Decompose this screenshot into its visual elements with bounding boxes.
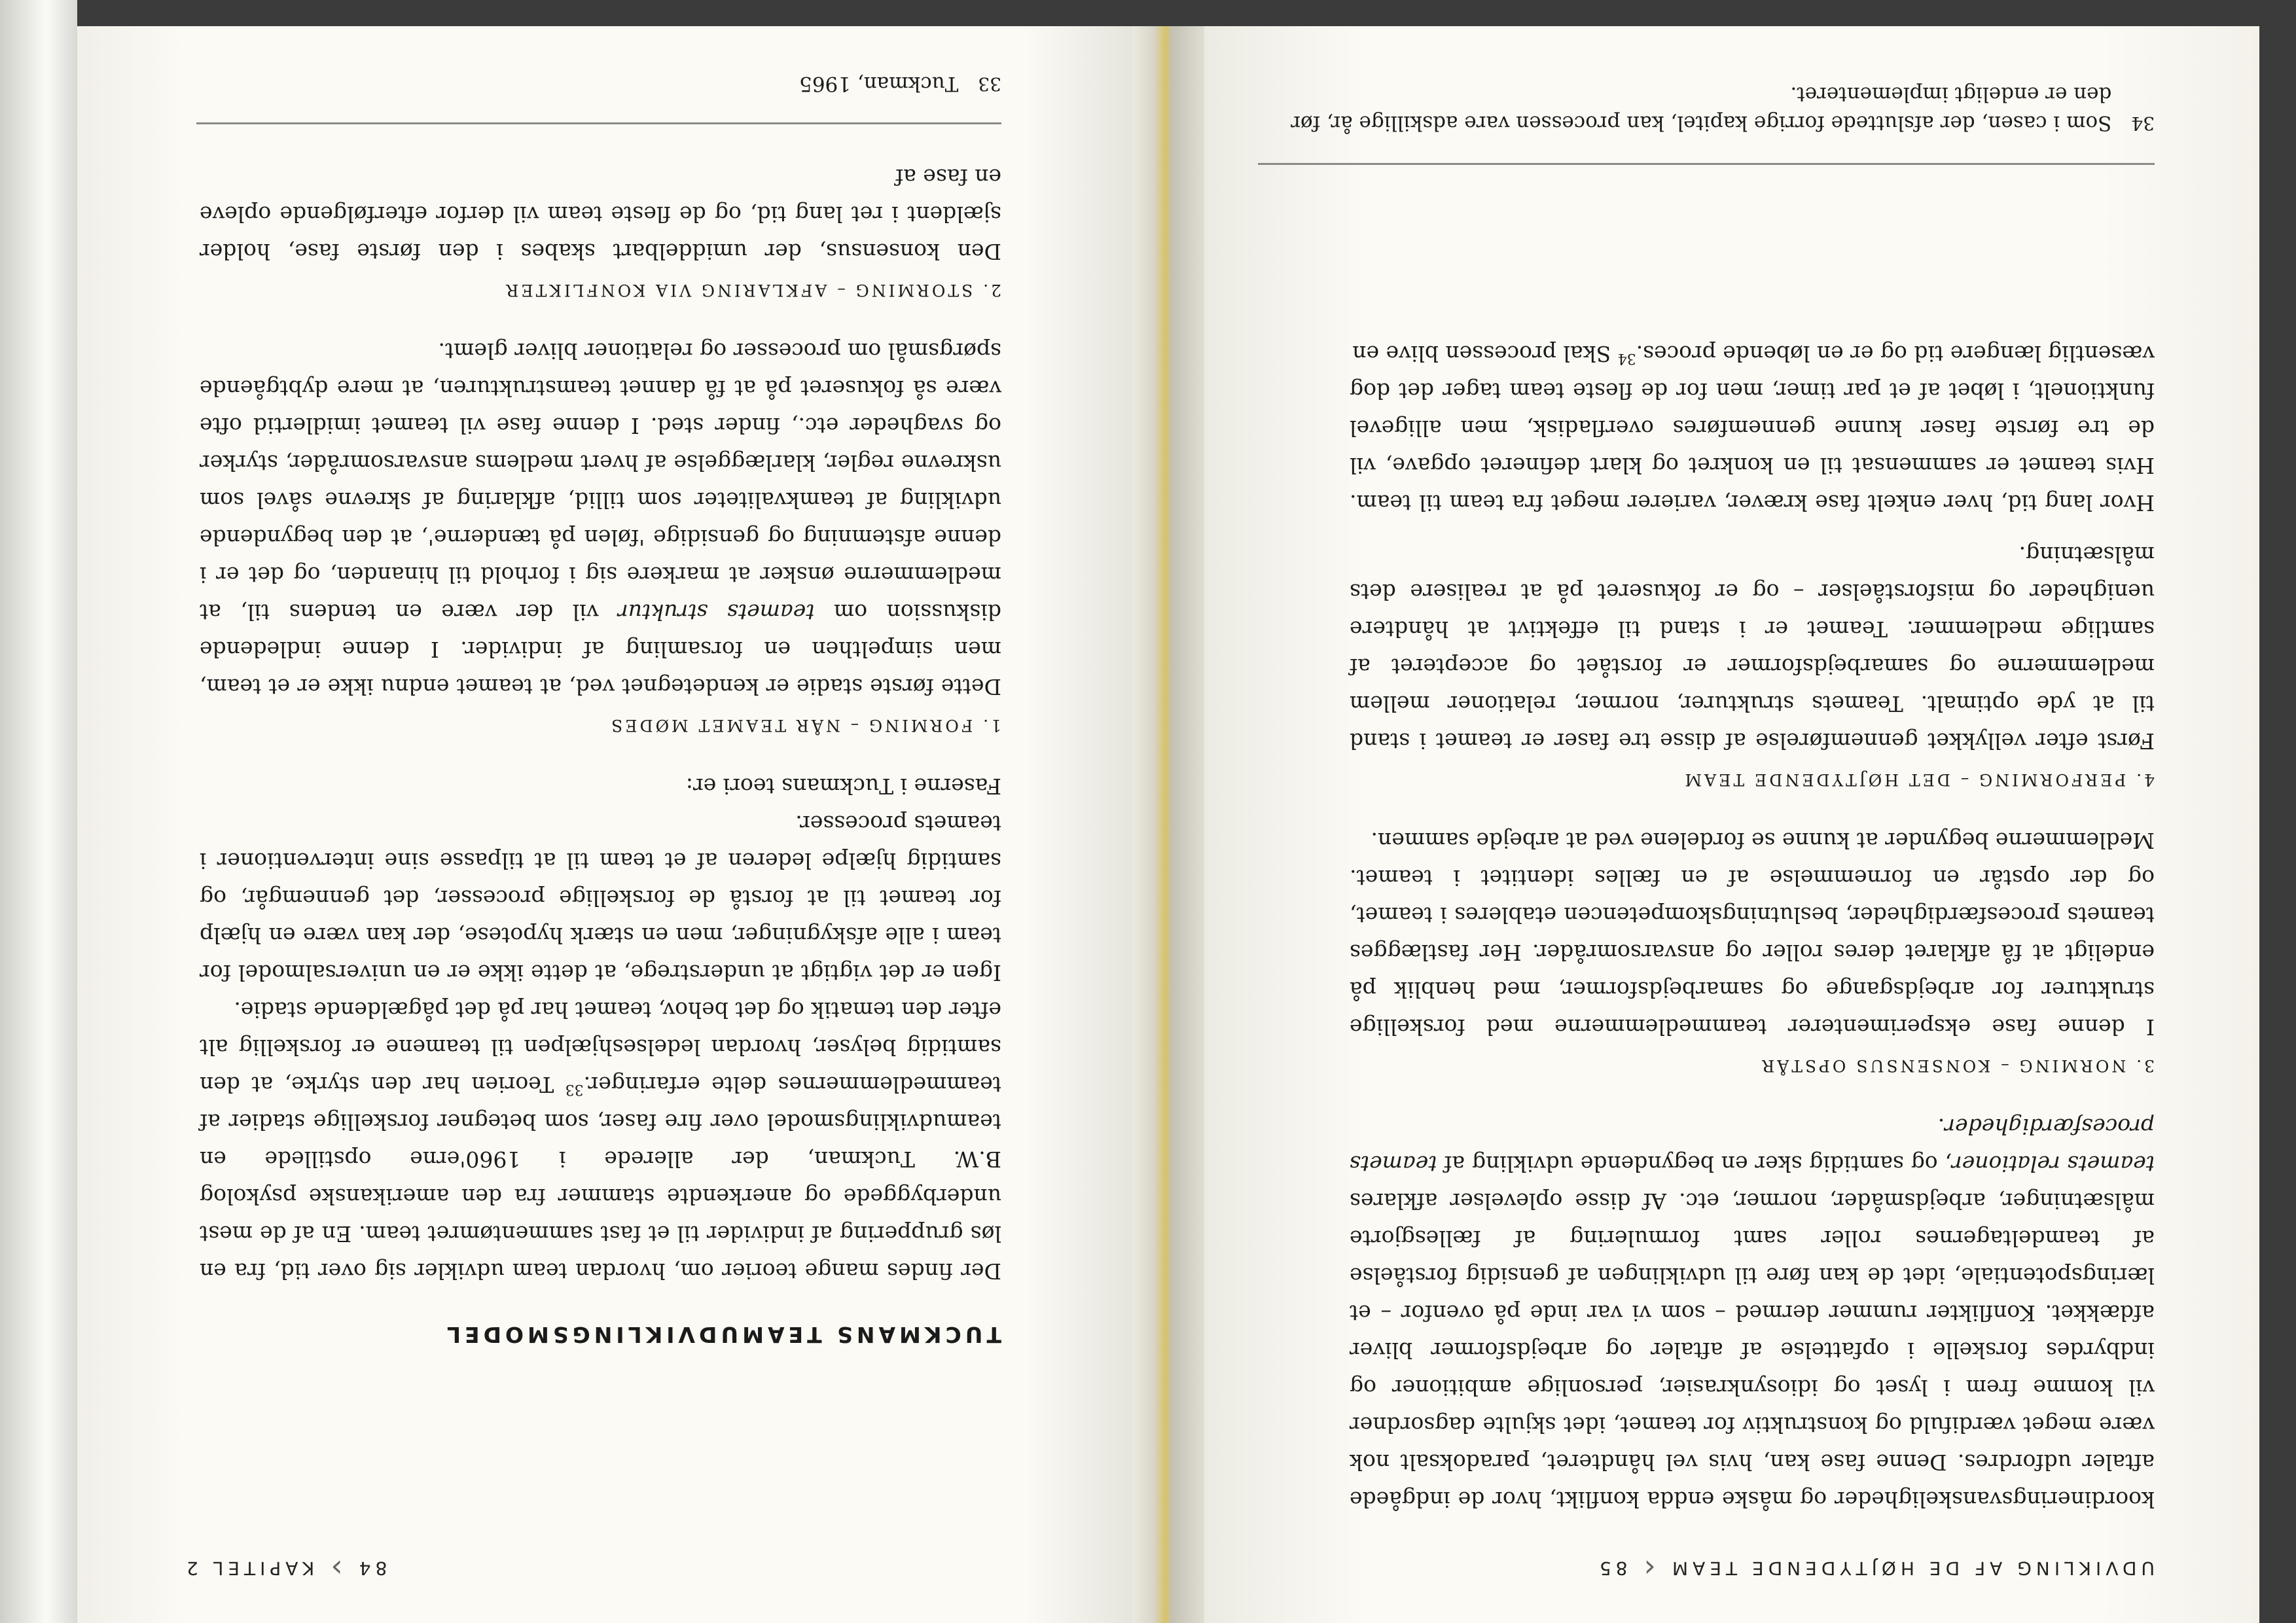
paragraph: koordineringsvanskeligheder og måske endda konflikt, hvor de indgåede aftaler udfordres. Denne fase kan, hvis vel håndteret, paradoksalt nok være meget værdifuld og konstruktiv for teamet, idet skjulte dagsordner vil komme frem i lyset og idiosynkrasier, personlige ambitioner og indbyrdes forskelle i opfattelse af aftaler og arbejdsformer bliver afdækket. Konflikter rummer dermed – som vi var inde på ovenfor – et læringspotentiale, idet de kan føre til udviklingen af gensidig forståelse af teamdeltagernes roller samt formulering af fællesgjorte målsætninger, arbejdsmåder, normer, etc. Af disse oplevelser afklares teamets relationer, og samtidig sker en begyndende udvikling af teamets procesfærdigheder.	[1349, 1114, 2155, 1512]
page-edges	[0, 0, 77, 1623]
running-head-title: UDVIKLING AF DE HØJTYDENDE TEAM	[1667, 1558, 2155, 1580]
section-heading-performing: 4. PERFORMING – DET HØJTYDENDE TEAM	[1682, 770, 2155, 789]
footnote: 34 Som i casen, der afsluttede forrige kapitel, kan processen vare adskillige år, før den er endeligt implementeret.	[1291, 82, 2155, 135]
footnotes	[196, 69, 1001, 98]
section-heading-forming: 1. FORMING – NÅR TEAMET MØDES	[609, 716, 1001, 735]
footnote: 33 Tuckman, 1965	[799, 72, 1001, 96]
running-head-right-page	[1594, 1551, 2155, 1586]
page-number: 85	[1594, 1558, 1628, 1580]
book-gutter	[1132, 26, 1204, 1623]
footnote-ref: 33	[565, 1081, 584, 1097]
chevron-right-icon: ›	[326, 1551, 343, 1586]
running-head-left-page	[182, 1551, 387, 1586]
section-heading-storming: 2. STORMING – AFKLARING VIA KONFLIKTER	[503, 281, 1001, 300]
paragraph: Den konsensus, der umiddelbart skabes i den første fase, holder sjældent i ret lang tid, og de fleste team vil derfor efterfølgende opleve en fase af	[200, 164, 1001, 264]
page-84	[77, 26, 1132, 1623]
running-head-chapter: KAPITEL 2	[182, 1558, 315, 1580]
footnote-divider	[1258, 163, 2155, 165]
footnotes	[1258, 80, 2155, 137]
footnote-divider	[196, 122, 1001, 124]
paragraph: Dette første stadie er kendetegnet ved, at teamet endnu ikke er et team, men simpelthen en forsamling af individer. I denne indledende diskussion om teamets struktur vil der være en tendens til, at medlemmerne ønsker at markere sig i forhold til hinanden, og det er i denne afstemning og gensidige 'følen på tænderne', at den begyndende udvikling af teamkvaliteter som tillid, afklaring af skrevne såvel som uskrevne regler, klarlæggelse af hvert medlems ansvarsområder, styrker og svagheder etc., finder sted. I denne fase vil teamet imidlertid ofte være så fokuseret på at få dannet teamstrukturen, at mere dybtgående spørgsmål om processer og relationer bliver glemt.	[199, 338, 1001, 700]
paragraph: I denne fase eksperimenterer teammedlemmerne med forskellige strukturer for arbejdsgange og samarbejdsformer, med henblik på endeligt at få afklaret deres roller og ansvarsområder. Her fastlægges teamets procesfærdigheder, beslutningskompetencen etableres i teamet, og der opstår en fornemmelse af en fælles identitet i teamet. Medlemmerne begynder at kunne se fordelene ved at arbejde sammen.	[1350, 828, 2155, 1040]
body-text	[200, 158, 1001, 1361]
page-number: 84	[354, 1558, 387, 1580]
paragraph: Først efter vellykket gennemførelse af disse tre faser er teamet i stand til at yde optimalt. Teamets strukturer, normer, relationer mellem medlemmerne og samarbejdsformer er forstået og accepteret af samtlige medlemmer. Teamet er i stand til effektivt at håndtere uenigheder og misforståelser – og er fokuseret på at realisere dets målsætning.	[1350, 542, 2155, 754]
paragraph: Der findes mange teorier om, hvordan team udvikler sig over tid, fra en løs gruppering af individer til et fast sammentømret team. En af de mest underbyggede og anerkendte stammer fra den amerikanske psykolog B.W. Tuckman, der allerede i 1960'erne opstillede en teamudviklingsmodel over fire faser, som betegner forskellige stadier af teammedlemmernes delte erfaringer.$^{33}$ Teorien har den styrke, at den samtidig belyser, hvordan ledelseshjælpen til teamene er forskellig alt efter den tematik og det behov, teamet har på det pågældende stadie.	[200, 997, 1001, 1284]
page-85	[1204, 26, 2259, 1623]
paragraph: Faserne i Tuckmans teori er:	[685, 774, 1001, 799]
paragraph: Igen er det vigtigt at understrege, at dette ikke er en universalmodel for team i alle afskygninger, men en stærk hypotese, der kan være en hjælp for teamet til at forstå de forskellige processer, det gennemgår, og samtidig hjælpe lederen af et team til at tilpasse sine interventioner i teamets processer.	[200, 811, 1001, 986]
paragraph: Hvor lang tid, hver enkelt fase kræver, varierer meget fra team til team. Hvis teamet er sammensat til en konkret og klart defineret opgave, vil de tre første faser kunne gennemføres overfladisk, men alligevel funktionelt, i løbet af et par timer, men for de fleste team tager det dog væsentlig længere tid og er en løbende proces.$^{34}$ Skal processen blive en	[1350, 341, 2155, 516]
chapter-title: TUCKMANS TEAMUDVIKLINGSMODEL	[443, 1322, 1001, 1347]
chevron-left-icon: ‹	[1639, 1551, 1656, 1586]
footnote-ref: 34	[1617, 350, 1636, 366]
body-text	[1350, 335, 2155, 1518]
section-heading-norming: 3. NORMING – KONSENSUS OPSTÅR	[1759, 1056, 2155, 1075]
